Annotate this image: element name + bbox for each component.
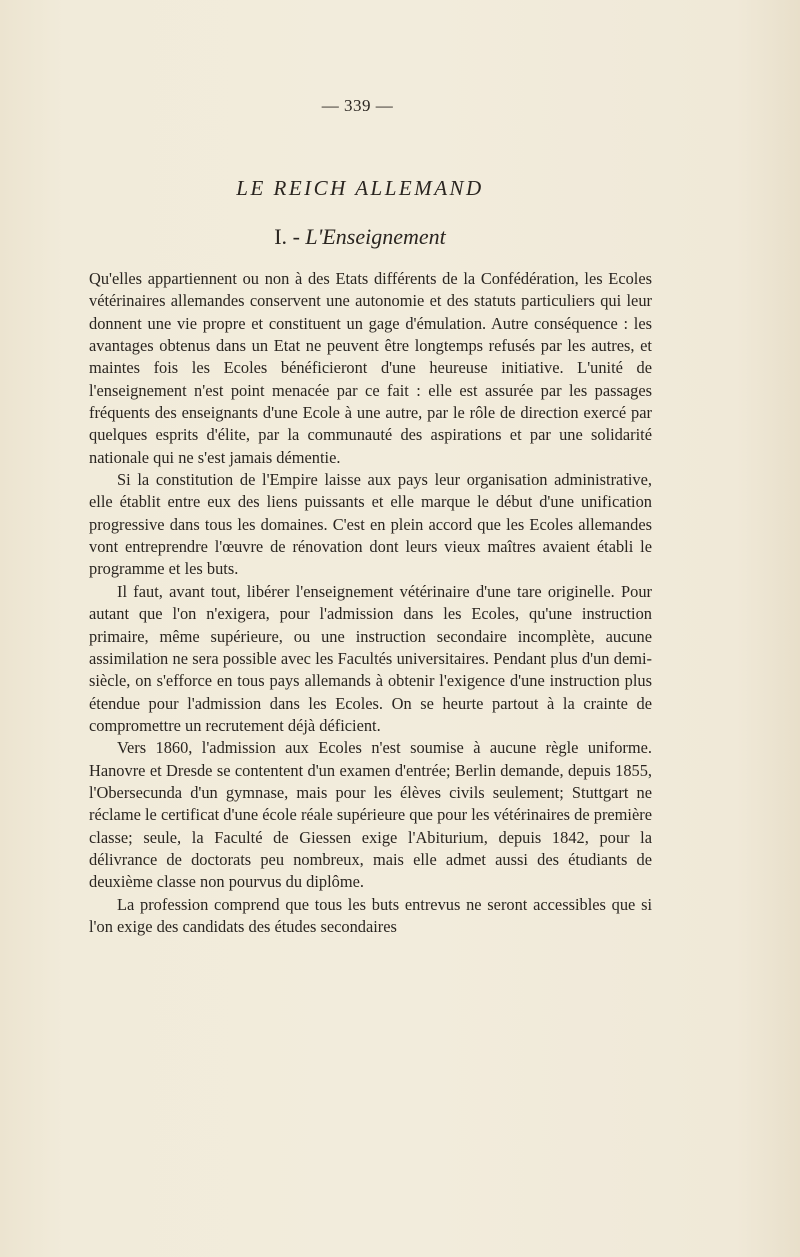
paragraph: Vers 1860, l'admission aux Ecoles n'est soumise à aucune règle uniforme. Hanovre et Dresde se contentent d'un examen d'entrée; Berlin demande, depuis 1855, l'Obersecunda d'un gymnase, mais pour les élèves civils seulement; Stuttgart ne réclame le certificat d'une école réale supérieure que pour les vétérinaires de première classe; seule, la Faculté de Giessen exige l'Abiturium, depuis 1842, pour la délivrance de doctorats peu nombreux, mais elle admet aussi des étudiants de deuxième classe non pourvus du diplôme. — [89, 738, 652, 892]
paragraph: Il faut, avant tout, libérer l'enseignement vétérinaire d'une tare originelle. Pour autant que l'on n'exigera, pour l'admission dans les Ecoles, qu'une instruction primaire, même supérieure, ou une instruction secondaire incomplète, aucune assimilation ne sera possible avec les Facultés universitaires. Pendant plus d'un demi-siècle, on s'efforce en tous pays allemands à obtenir l'exigence d'une instruction plus étendue pour l'admission dans les Ecoles. On se heurte partout à la crainte de compromettre un recrutement déjà déficient. — [89, 581, 652, 735]
chapter-title: LE REICH ALLEMAND — [236, 176, 484, 200]
page-number: — 339 — — [321, 96, 394, 115]
paragraph: Qu'elles appartiennent ou non à des Etats différents de la Confédération, les Ecoles vétérinaires allemandes conservent une autonomie et des statuts particuliers qui leur donnent une vie propre et constituent un gage d'émulation. Autre conséquence : les avantages obtenus dans un Etat ne peuvent être longtemps refusés par les autres, et maintes fois les Ecoles bénéficieront d'une heureuse initiative. L'unité de l'enseignement n'est point menacée par ce fait : elle est assurée par les passages fréquents des enseignants d'une Ecole à une autre, par le rôle de direction exercé par quelques esprits d'élite, par la communauté des aspirations et par une solidarité nationale qui ne s'est jamais démentie. — [89, 269, 652, 467]
body-text — [89, 268, 652, 938]
section-separator: - — [292, 224, 300, 249]
paragraph: La profession comprend que tous les buts entrevus ne seront accessibles que si l'on exige des candidats des études secondaires — [89, 894, 652, 936]
section-name: L'Enseignement — [305, 224, 446, 249]
section-title — [0, 224, 720, 250]
section-number: I. — [274, 224, 288, 249]
paragraph: Si la constitution de l'Empire laisse aux pays leur organisation administrative, elle établit entre eux des liens puissants et elle marque le début d'une unification progressive dans tous les domaines. C'est en plein accord que les Ecoles allemandes vont entreprendre l'œuvre de rénovation dont leurs vieux maîtres avaient établi le programme et les buts. — [89, 470, 652, 579]
